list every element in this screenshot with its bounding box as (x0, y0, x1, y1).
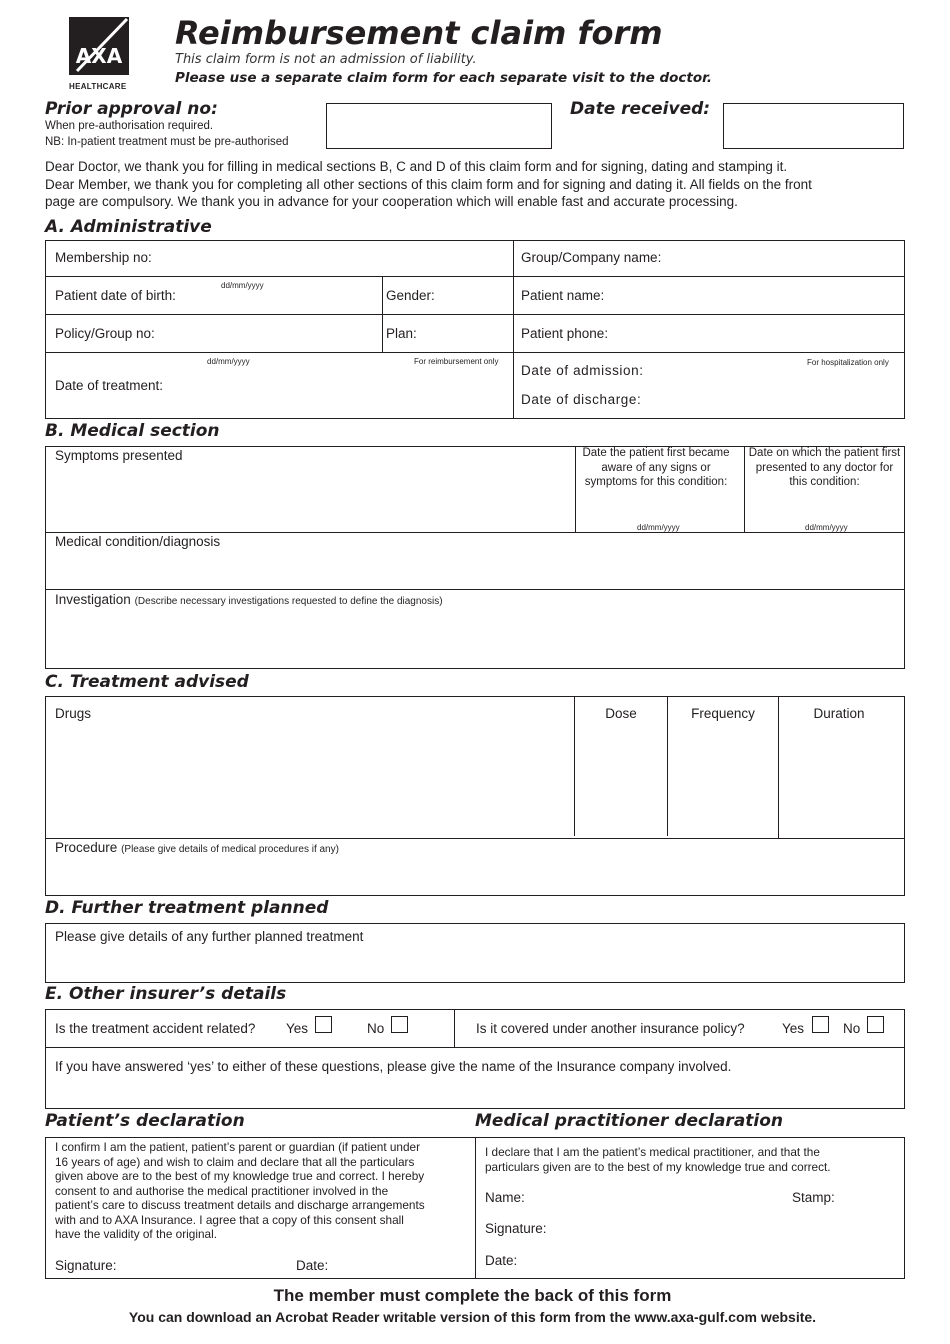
accident-question: Is the treatment accident related? (55, 1021, 256, 1036)
discharge-date-field[interactable]: Date of discharge: (521, 392, 642, 407)
section-c-title: C. Treatment advised (45, 672, 249, 692)
patient-decl-line: have the validity of the original. (55, 1227, 217, 1241)
frequency-field[interactable]: Frequency (691, 706, 755, 721)
aware-date-label: Date the patient first became aware of any signs or symptoms for this condition: (582, 447, 730, 488)
patient-phone-field[interactable]: Patient phone: (521, 326, 609, 341)
patient-decl-line: patient’s care to discuss treatment details and discharge arrangements (55, 1198, 425, 1212)
plan-field[interactable]: Plan: (386, 326, 417, 341)
form-title: Reimbursement claim form (175, 14, 663, 52)
reimbursement-only-note: For reimbursement only (414, 357, 499, 366)
procedure-note: (Please give details of medical procedures if any) (121, 844, 339, 855)
patient-decl-line: 16 years of age) and wish to claim and declare that all the particulars (55, 1154, 415, 1169)
presented-date-hint[interactable]: dd/mm/yyyy (805, 523, 848, 532)
investigation-label: Investigation (55, 592, 131, 607)
group-company-field[interactable]: Group/Company name: (521, 250, 662, 265)
drugs-field[interactable]: Drugs (55, 706, 92, 721)
patient-declaration-title: Patient’s declaration (45, 1111, 245, 1131)
diagnosis-field[interactable]: Medical condition/diagnosis (55, 534, 221, 549)
duration-field[interactable]: Duration (813, 706, 865, 721)
investigation-field[interactable] (55, 592, 443, 607)
treatment-date-hint: dd/mm/yyyy (207, 357, 250, 366)
patient-signature-field[interactable]: Signature: (55, 1258, 117, 1273)
presented-date-label: Date on which the patient first presented to any doctor for this condition: (748, 447, 901, 488)
date-received-input[interactable] (723, 103, 904, 149)
section-b-title: B. Medical section (45, 421, 220, 441)
section-e-title: E. Other insurer’s details (45, 984, 287, 1004)
accident-no-label: No (367, 1021, 385, 1036)
dob-date-hint: dd/mm/yyyy (221, 281, 264, 290)
accident-yes-checkbox[interactable] (315, 1016, 332, 1033)
medical-declaration-text (485, 1145, 900, 1174)
insurance-no-label: No (843, 1021, 861, 1036)
accident-yes-label: Yes (286, 1021, 309, 1036)
admission-date-field[interactable]: Date of admission: (521, 363, 644, 378)
membership-no-field[interactable]: Membership no: (55, 250, 152, 265)
hospitalization-only-note: For hospitalization only (807, 358, 889, 367)
patient-date-field[interactable]: Date: (296, 1258, 329, 1273)
prior-note-1: When pre-authorisation required. (45, 120, 214, 132)
section-c-box (45, 696, 905, 896)
dose-field[interactable]: Dose (605, 706, 637, 721)
medical-decl-line: I declare that I am the patient’s medical practitioner, and that the (485, 1145, 820, 1159)
dob-field[interactable]: Patient date of birth: (55, 288, 176, 303)
svg-text:AXA: AXA (75, 44, 123, 68)
patient-decl-line: with and to AXA Insurance. I agree that a copy of this consent shall (55, 1212, 404, 1227)
section-a-title: A. Administrative (45, 217, 212, 237)
investigation-note: (Describe necessary investigations requested to define the diagnosis) (134, 596, 443, 607)
intro-line-3: page are compulsory. We thank you in advance for your cooperation which will enable fast and accurate processing. (45, 194, 738, 209)
insurance-yes-checkbox[interactable] (812, 1016, 829, 1033)
section-d-title: D. Further treatment planned (45, 898, 329, 918)
form-subtitle: This claim form is not an admission of liability. (175, 52, 477, 67)
prior-approval-title: Prior approval no: (45, 99, 218, 119)
axa-logo-sub: HEALTHCARE (69, 82, 127, 91)
insurance-no-checkbox[interactable] (867, 1016, 884, 1033)
insurance-question: Is it covered under another insurance policy? (476, 1021, 745, 1036)
medical-decl-line: particulars given are to the best of my knowledge true and correct. (485, 1159, 831, 1174)
prior-approval-input[interactable] (326, 103, 552, 149)
procedure-label: Procedure (55, 840, 118, 855)
intro-line-1: Dear Doctor, we thank you for filling in medical sections B, C and D of this claim form and for signing, dating and stamping it. (45, 159, 788, 174)
insurance-company-field[interactable]: If you have answered ‘yes’ to either of these questions, please give the name of the Insurance company involved. (55, 1059, 732, 1074)
patient-decl-line: consent to and authorise the medical practitioner involved in the (55, 1183, 389, 1198)
treatment-date-field[interactable]: Date of treatment: (55, 378, 164, 393)
prior-note-2: NB: In-patient treatment must be pre-authorised (45, 136, 289, 148)
practitioner-date-field[interactable]: Date: (485, 1253, 518, 1268)
practitioner-signature-field[interactable]: Signature: (485, 1221, 547, 1236)
medical-declaration-title: Medical practitioner declaration (475, 1111, 784, 1131)
accident-no-checkbox[interactable] (391, 1016, 408, 1033)
intro-line-2: Dear Member, we thank you for completing all other sections of this claim form and for signing and dating it. All fields on the front (45, 177, 812, 192)
patient-decl-line: given above are to the best of my knowledge true and correct. I hereby (55, 1169, 425, 1183)
policy-no-field[interactable]: Policy/Group no: (55, 326, 155, 341)
practitioner-stamp-field[interactable]: Stamp: (792, 1190, 835, 1205)
practitioner-name-field[interactable]: Name: (485, 1190, 525, 1205)
form-instruction: Please use a separate claim form for each separate visit to the doctor. (175, 70, 712, 86)
footer-line-1: The member must complete the back of this form (273, 1286, 672, 1305)
date-received-title: Date received: (570, 99, 711, 119)
aware-date-hint[interactable]: dd/mm/yyyy (637, 523, 680, 532)
footer-line-2: You can download an Acrobat Reader writable version of this form from the www.axa-gulf.com website. (128, 1309, 817, 1325)
patient-name-field[interactable]: Patient name: (521, 288, 605, 303)
patient-decl-line: I confirm I am the patient, patient’s parent or guardian (if patient under (55, 1140, 421, 1154)
section-a-box (45, 240, 905, 419)
patient-declaration-text (55, 1140, 470, 1242)
insurance-yes-label: Yes (782, 1021, 805, 1036)
further-treatment-field: Please give details of any further planned treatment (55, 929, 364, 944)
procedure-field[interactable] (55, 840, 339, 855)
symptoms-field[interactable]: Symptoms presented (55, 448, 183, 463)
axa-logo-mark (69, 17, 129, 75)
axa-logo (69, 17, 129, 75)
gender-field[interactable]: Gender: (386, 288, 435, 303)
